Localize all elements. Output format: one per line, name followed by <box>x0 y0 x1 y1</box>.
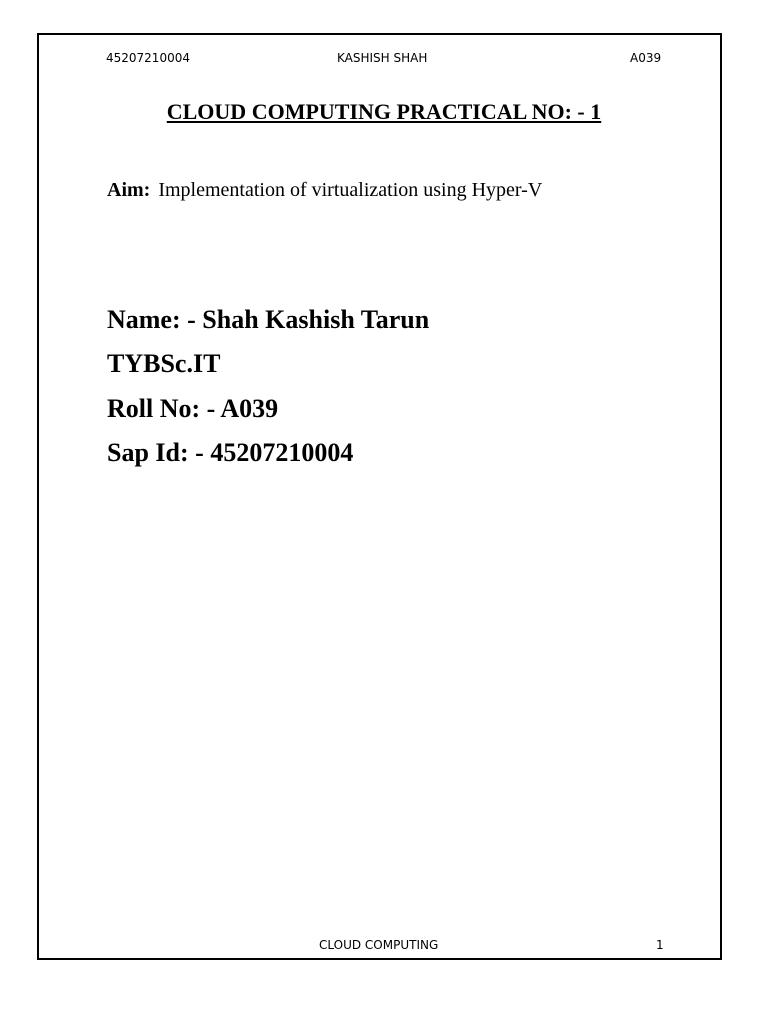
header-roll-number: A039 <box>630 51 662 65</box>
aim-text: Implementation of virtualization using Hyper-V <box>158 179 543 201</box>
student-roll-number: Roll No: - A039 <box>107 394 279 423</box>
student-name: Name: - Shah Kashish Tarun <box>107 305 430 334</box>
aim-statement <box>107 177 542 203</box>
student-class: TYBSc.IT <box>107 349 221 378</box>
header-student-name: KASHISH SHAH <box>337 51 428 65</box>
student-sap-id: Sap Id: - 45207210004 <box>107 438 354 467</box>
header-sap-id: 45207210004 <box>106 51 190 65</box>
page-title: CLOUD COMPUTING PRACTICAL NO: - 1 <box>166 99 602 124</box>
footer-subject: CLOUD COMPUTING <box>319 938 439 952</box>
footer-page-number: 1 <box>656 938 664 952</box>
aim-label: Aim: <box>107 179 151 201</box>
page-border <box>37 33 722 960</box>
